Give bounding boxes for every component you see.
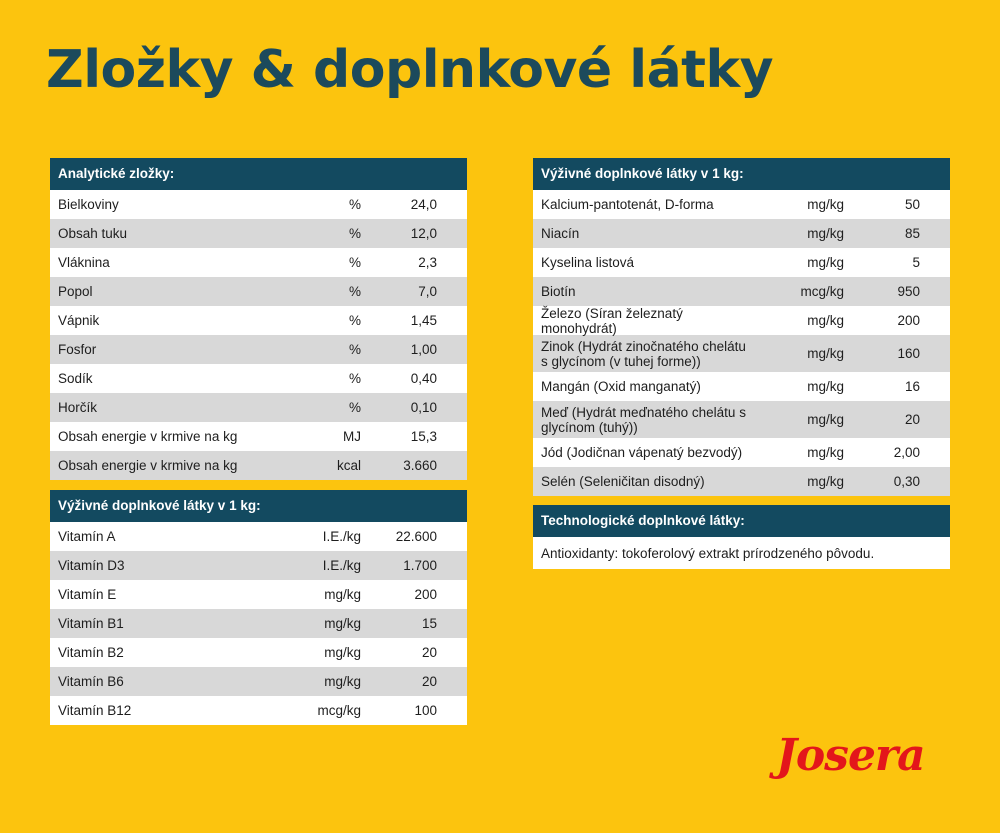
row-unit: % [348, 400, 361, 415]
row-name: Obsah tuku [58, 226, 128, 241]
table-row [50, 248, 467, 277]
table-row [50, 422, 467, 451]
row-unit: mg/kg [807, 379, 844, 394]
table-row [533, 248, 950, 277]
row-value: 2,3 [418, 255, 437, 270]
table-row [50, 522, 467, 551]
row-value: 22.600 [395, 529, 437, 544]
row-unit: mg/kg [324, 645, 361, 660]
row-name: Vitamín D3 [58, 558, 125, 573]
table-row [533, 190, 950, 219]
row-value: 1.700 [403, 558, 437, 573]
table-row [533, 467, 950, 496]
row-name: Meď (Hydrát meďnatého chelátu s glycínom (tuhý)) [541, 404, 746, 435]
table-row [50, 696, 467, 725]
row-unit: mg/kg [324, 587, 361, 602]
row-unit: mg/kg [807, 474, 844, 489]
row-name: Kyselina listová [541, 255, 635, 270]
table-row [50, 451, 467, 480]
row-value: 15,3 [410, 429, 437, 444]
row-value: 15 [421, 616, 437, 631]
row-value: 1,45 [410, 313, 437, 328]
row-unit: mg/kg [807, 445, 844, 460]
row-name: Biotín [541, 284, 576, 299]
row-value: 950 [897, 284, 920, 299]
row-name: Železo (Síran železnatý monohydrát) [541, 305, 683, 336]
table-row [533, 438, 950, 467]
table-row [50, 638, 467, 667]
row-unit: mg/kg [807, 255, 844, 270]
table-row [533, 335, 950, 372]
row-name: Zinok (Hydrát zinočnatého chelátu s glycínom (v tuhej forme)) [541, 338, 746, 369]
row-name: Vitamín A [58, 529, 116, 544]
table-row [533, 219, 950, 248]
page-title: Zložky & doplnkové látky [46, 40, 773, 100]
row-name: Obsah energie v krmive na kg [58, 429, 238, 444]
row-unit: % [348, 313, 361, 328]
table-row [50, 609, 467, 638]
table-row [50, 277, 467, 306]
table-header: Technologické doplnkové látky: [533, 505, 950, 537]
row-unit: I.E./kg [322, 529, 361, 544]
row-value: 50 [904, 197, 920, 212]
row-unit: kcal [336, 458, 361, 473]
row-unit: % [348, 284, 361, 299]
row-unit: mg/kg [807, 313, 844, 328]
row-name: Mangán (Oxid manganatý) [541, 379, 701, 394]
technological-additives-table [533, 505, 950, 569]
table-row [533, 537, 950, 569]
row-name: Vitamín B12 [58, 703, 132, 718]
row-name: Popol [58, 284, 93, 299]
row-value: 5 [912, 255, 920, 270]
table-header: Analytické zložky: [50, 158, 467, 190]
row-value: 100 [414, 703, 437, 718]
row-unit: mcg/kg [317, 703, 361, 718]
row-value: 0,30 [893, 474, 920, 489]
row-name: Bielkoviny [58, 197, 119, 212]
row-name: Jód (Jodičnan vápenatý bezvodý) [541, 445, 743, 460]
additive-text: Antioxidanty: tokoferolový extrakt prírodzeného pôvodu. [541, 545, 875, 561]
row-value: 160 [897, 346, 920, 361]
table-row [533, 306, 950, 335]
table-row [50, 364, 467, 393]
row-unit: mg/kg [324, 616, 361, 631]
row-name: Obsah energie v krmive na kg [58, 458, 238, 473]
row-value: 12,0 [410, 226, 437, 241]
row-value: 20 [421, 645, 437, 660]
table-row [50, 190, 467, 219]
table-header: Výživné doplnkové látky v 1 kg: [50, 490, 467, 522]
table-row [50, 551, 467, 580]
table-row [50, 580, 467, 609]
row-unit: I.E./kg [322, 558, 361, 573]
row-unit: mcg/kg [800, 284, 844, 299]
row-name: Vápnik [58, 313, 100, 328]
row-value: 24,0 [410, 197, 437, 212]
row-unit: mg/kg [807, 197, 844, 212]
row-name: Vitamín B2 [58, 645, 124, 660]
table-row [50, 306, 467, 335]
row-value: 20 [904, 412, 920, 427]
row-name: Vitamín B1 [58, 616, 124, 631]
table-row [533, 277, 950, 306]
row-name: Sodík [58, 371, 93, 386]
row-name: Kalcium-pantotenát, D-forma [541, 197, 714, 212]
row-value: 20 [421, 674, 437, 689]
row-value: 7,0 [418, 284, 437, 299]
row-value: 200 [897, 313, 920, 328]
row-name: Horčík [58, 400, 98, 415]
row-unit: mg/kg [807, 226, 844, 241]
row-unit: MJ [343, 429, 361, 444]
row-name: Vitamín E [58, 587, 117, 602]
row-name: Vitamín B6 [58, 674, 124, 689]
row-unit: mg/kg [324, 674, 361, 689]
row-unit: mg/kg [807, 412, 844, 427]
row-value: 3.660 [403, 458, 437, 473]
row-value: 0,10 [410, 400, 437, 415]
row-unit: % [348, 197, 361, 212]
row-value: 2,00 [893, 445, 920, 460]
row-unit: % [348, 371, 361, 386]
table-row [50, 393, 467, 422]
row-value: 16 [904, 379, 920, 394]
analytic-components-table [50, 158, 467, 480]
row-unit: % [348, 226, 361, 241]
row-value: 200 [414, 587, 437, 602]
row-unit: % [348, 255, 361, 270]
table-header: Výživné doplnkové látky v 1 kg: [533, 158, 950, 190]
row-value: 0,40 [410, 371, 437, 386]
row-value: 85 [904, 226, 920, 241]
table-row [50, 335, 467, 364]
row-value: 1,00 [410, 342, 437, 357]
row-name: Fosfor [58, 342, 97, 357]
row-name: Vláknina [58, 255, 110, 270]
josera-logo: Josera [776, 730, 925, 781]
row-unit: % [348, 342, 361, 357]
minerals-table [533, 158, 950, 496]
table-row [533, 372, 950, 401]
row-unit: mg/kg [807, 346, 844, 361]
row-name: Selén (Seleničitan disodný) [541, 474, 705, 489]
table-row [50, 667, 467, 696]
table-row [533, 401, 950, 438]
row-name: Niacín [541, 226, 580, 241]
vitamins-table [50, 490, 467, 725]
table-row [50, 219, 467, 248]
